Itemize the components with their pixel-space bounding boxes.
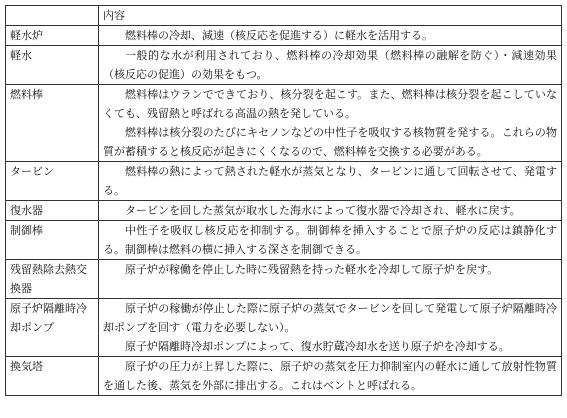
term-cell: 原子炉隔離時冷却ポンプ xyxy=(6,299,99,357)
description-paragraph: 原子炉の稼働が停止した際に原子炉の蒸気でタービンを回して発電して原子炉隔離時冷却ポンプを回す（電力を必要しない）。 xyxy=(103,302,557,334)
description-paragraph: 一般的な水が利用されており、燃料棒の冷却効果（燃料棒の融解を防ぐ）・減速効果（核反応の促進）の効果をもつ。 xyxy=(103,49,557,81)
header-term xyxy=(6,6,99,26)
term-cell: 制御棒 xyxy=(6,221,99,260)
term-cell: 軽水 xyxy=(6,46,99,85)
term-cell: 軽水炉 xyxy=(6,26,99,46)
term-cell: 換気塔 xyxy=(6,357,99,396)
description-cell xyxy=(99,299,562,357)
term-cell: 復水器 xyxy=(6,201,99,221)
term-cell: 残留熱除去熱交換器 xyxy=(6,260,99,299)
glossary-table xyxy=(5,5,562,396)
header-content: 内容 xyxy=(99,6,562,26)
table-row xyxy=(6,46,562,85)
description-paragraph: 燃料棒はウランでできており、核分裂を起こす。また、燃料棒は核分裂を起こしていなくても、残留熱と呼ばれる高温の熱を発している。 xyxy=(103,88,557,120)
description-paragraph: タービンを回した蒸気が取水した海水によって復水器で冷却され、軽水に戻す。 xyxy=(125,204,521,217)
term-cell: タービン xyxy=(6,162,99,201)
description-paragraph: 原子炉が稼働を停止した時に残留熱を持った軽水を冷却して原子炉を戻す。 xyxy=(125,263,499,276)
description-paragraph: 燃料棒の冷却、減速（核反応を促進する）に軽水を活用する。 xyxy=(125,29,433,42)
header-row xyxy=(6,6,562,26)
table-row xyxy=(6,85,562,162)
table-row xyxy=(6,162,562,201)
table-row xyxy=(6,299,562,357)
description-paragraph: 燃料棒の熱によって熱された軽水が蒸気となり、タービンに通して回転させて、発電する。 xyxy=(103,165,557,197)
description-paragraph: 燃料棒は核分裂のたびにキセノンなどの中性子を吸収する核物質を発する。これらの物質が蓄積すると核反応が起きにくくなるので、燃料棒を交換する必要がある。 xyxy=(103,126,557,158)
description-cell xyxy=(99,260,562,299)
description-paragraph: 原子炉の圧力が上昇した際に、原子炉の蒸気を圧力抑制室内の軽水に通して放射性物質を通した後、蒸気を外部に排出する。これはベントと呼ばれる。 xyxy=(103,360,557,392)
description-cell xyxy=(99,221,562,260)
table-row xyxy=(6,201,562,221)
table-row xyxy=(6,221,562,260)
description-cell xyxy=(99,201,562,221)
description-cell xyxy=(99,26,562,46)
description-paragraph: 中性子を吸収し核反応を抑制する。制御棒を挿入することで原子炉の反応は鎮静化する。制御棒は燃料の横に挿入する深さを制御できる。 xyxy=(103,224,557,256)
description-cell xyxy=(99,162,562,201)
description-paragraph: 原子炉隔離時冷却ポンプによって、復水貯蔵冷却水を送り原子炉を冷却する。 xyxy=(125,340,510,353)
description-cell xyxy=(99,357,562,396)
description-cell xyxy=(99,85,562,162)
description-cell xyxy=(99,46,562,85)
term-cell: 燃料棒 xyxy=(6,85,99,162)
table-row xyxy=(6,260,562,299)
table-row xyxy=(6,26,562,46)
table-row xyxy=(6,357,562,396)
